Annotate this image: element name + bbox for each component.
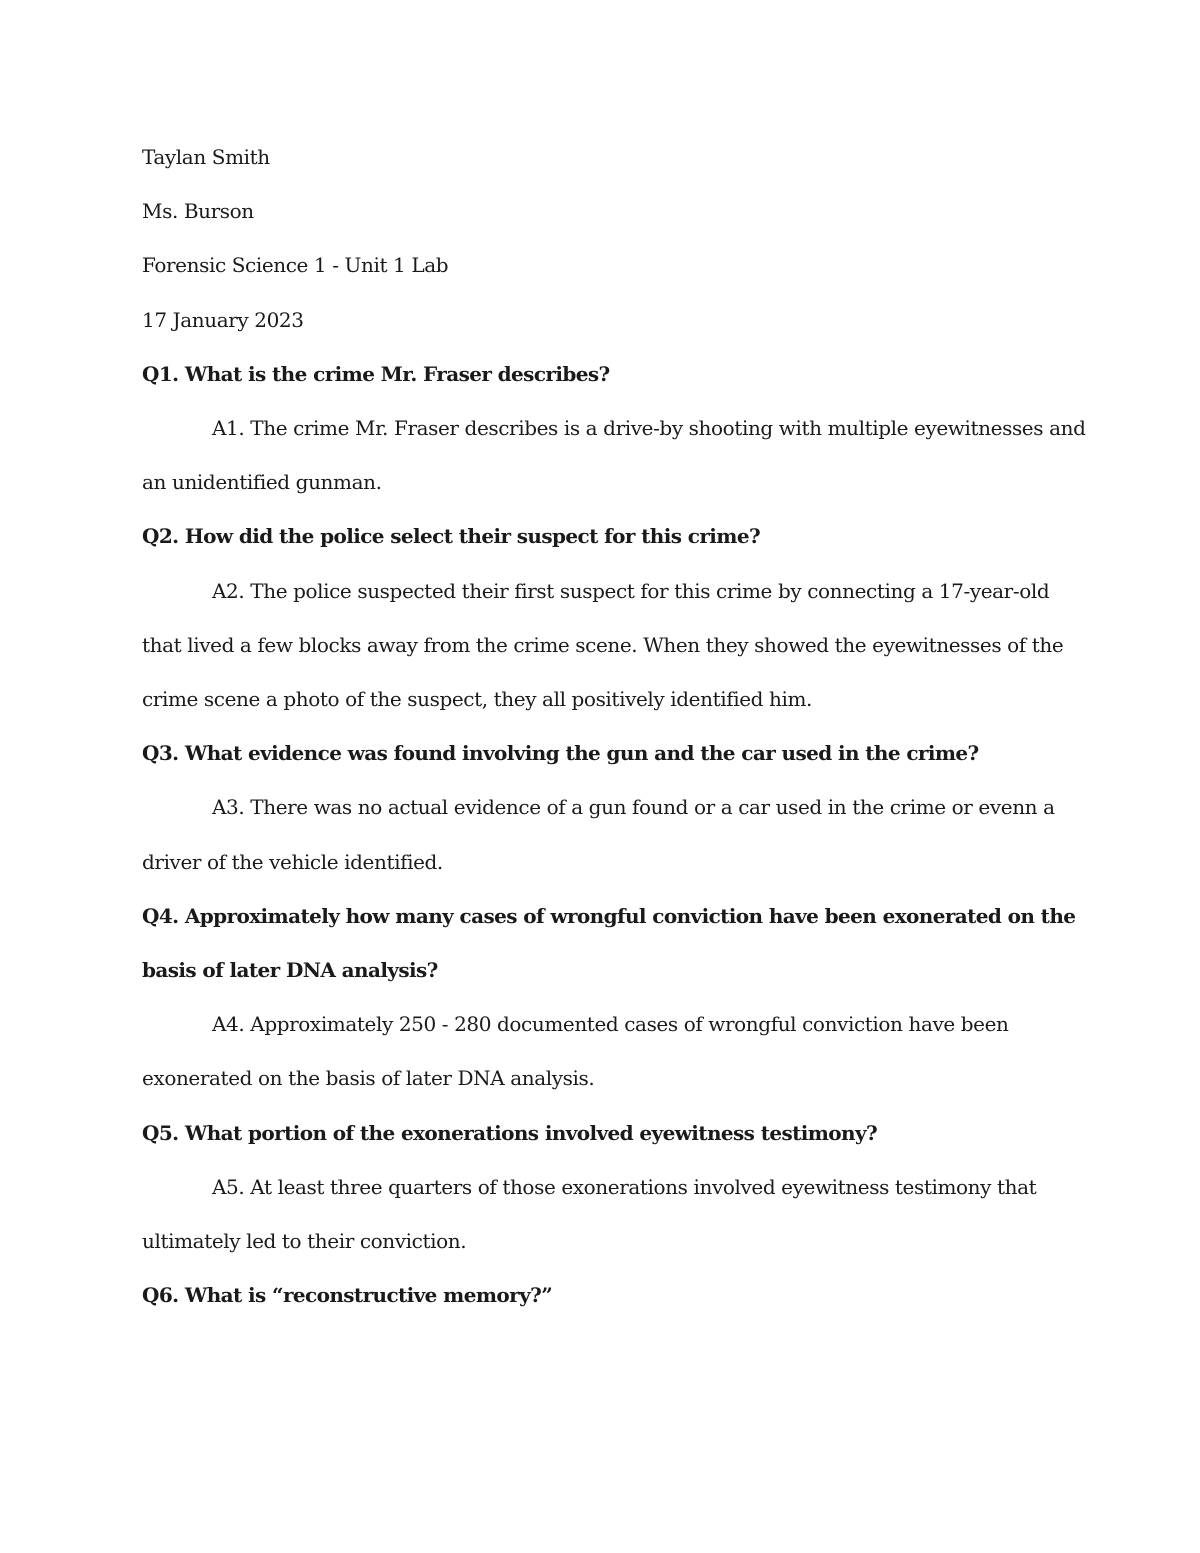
- answer-5-line-1: A5. At least three quarters of those exonerations involved eyewitness testimony that: [212, 1174, 1037, 1199]
- student-name: Taylan Smith: [142, 145, 270, 169]
- answer-1-line-1: A1. The crime Mr. Fraser describes is a drive-by shooting with multiple eyewitnesses and: [212, 416, 1086, 441]
- answer-3-line-1: A3. There was no actual evidence of a gun found or a car used in the crime or evenn a: [212, 795, 1055, 820]
- teacher-name: Ms. Burson: [142, 199, 254, 224]
- course-title: Forensic Science 1 - Unit 1 Lab: [142, 253, 449, 278]
- answer-3-line-2: driver of the vehicle identified.: [142, 849, 443, 874]
- question-4-line-2: basis of later DNA analysis?: [142, 958, 438, 983]
- question-5: Q5. What portion of the exonerations involved eyewitness testimony?: [142, 1120, 878, 1145]
- answer-1-line-2: an unidentified gunman.: [142, 470, 382, 495]
- answer-4-line-2: exonerated on the basis of later DNA analysis.: [142, 1066, 595, 1091]
- document-body: [142, 130, 1086, 1322]
- question-3: Q3. What evidence was found involving the gun and the car used in the crime?: [142, 741, 979, 766]
- document-date: 17 January 2023: [142, 307, 304, 332]
- answer-5-line-2: ultimately led to their conviction.: [142, 1229, 467, 1254]
- question-2: Q2. How did the police select their suspect for this crime?: [142, 524, 761, 549]
- answer-2-line-3: crime scene a photo of the suspect, they all positively identified him.: [142, 687, 812, 712]
- answer-4-line-1: A4. Approximately 250 - 280 documented cases of wrongful conviction have been: [212, 1012, 1009, 1037]
- answer-2-line-1: A2. The police suspected their first suspect for this crime by connecting a 17-year-old: [212, 578, 1050, 603]
- question-6: Q6. What is “reconstructive memory?”: [142, 1283, 553, 1308]
- answer-2-line-2: that lived a few blocks away from the crime scene. When they showed the eyewitnesses of the: [142, 632, 1064, 657]
- question-1: Q1. What is the crime Mr. Fraser describes?: [142, 361, 610, 386]
- question-4-line-1: Q4. Approximately how many cases of wrongful conviction have been exonerated on the: [142, 903, 1076, 928]
